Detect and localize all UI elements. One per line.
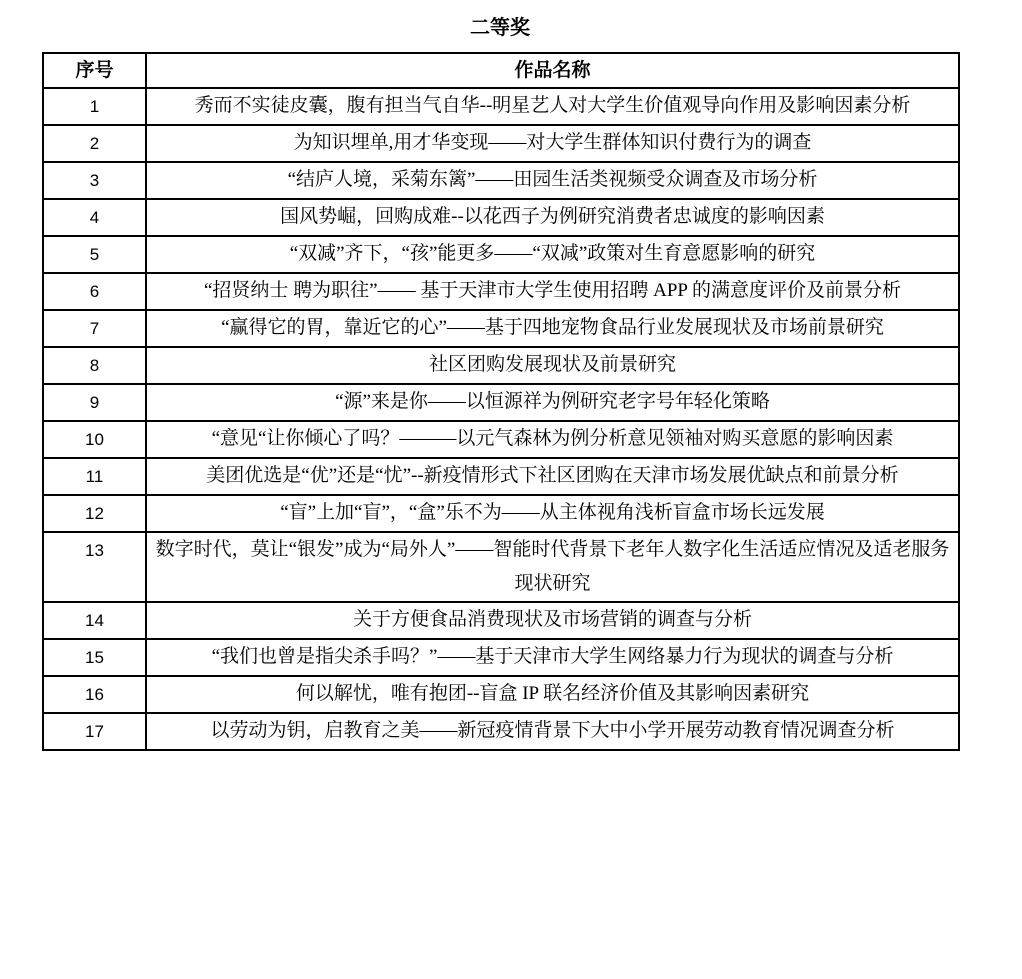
work-title: 数字时代，莫让“银发”成为“局外人”——智能时代背景下老年人数字化生活适应情况及适老服务现状研究 [146,532,959,602]
row-number: 8 [43,347,146,384]
work-title: “赢得它的胃，靠近它的心”——基于四地宠物食品行业发展现状及市场前景研究 [146,310,959,347]
row-number: 2 [43,125,146,162]
table-row [43,602,959,639]
table-row [43,458,959,495]
row-number: 14 [43,602,146,639]
table-row [43,347,959,384]
row-number: 7 [43,310,146,347]
work-title: 何以解忧，唯有抱团--盲盒 IP 联名经济价值及其影响因素研究 [146,676,959,713]
work-title: 以劳动为钥，启教育之美——新冠疫情背景下大中小学开展劳动教育情况调查分析 [146,713,959,750]
row-number: 10 [43,421,146,458]
table-row [43,421,959,458]
col-header-name: 作品名称 [146,53,959,88]
work-title: “源”来是你——以恒源祥为例研究老字号年轻化策略 [146,384,959,421]
work-title: 关于方便食品消费现状及市场营销的调查与分析 [146,602,959,639]
table-body [43,88,959,750]
work-title: 为知识埋单,用才华变现——对大学生群体知识付费行为的调查 [146,125,959,162]
work-title: 美团优选是“优”还是“忧”--新疫情形式下社区团购在天津市场发展优缺点和前景分析 [146,458,959,495]
work-title: “我们也曾是指尖杀手吗？”——基于天津市大学生网络暴力行为现状的调查与分析 [146,639,959,676]
table-row [43,639,959,676]
row-number: 16 [43,676,146,713]
col-header-index: 序号 [43,53,146,88]
row-number: 6 [43,273,146,310]
work-title: “双减”齐下，“孩”能更多——“双减”政策对生育意愿影响的研究 [146,236,959,273]
row-number: 11 [43,458,146,495]
table-row [43,310,959,347]
table-row [43,162,959,199]
row-number: 1 [43,88,146,125]
table-row [43,88,959,125]
row-number: 13 [43,532,146,602]
row-number: 9 [43,384,146,421]
awards-table [42,52,960,751]
row-number: 15 [43,639,146,676]
table-row [43,676,959,713]
row-number: 4 [43,199,146,236]
table-row [43,199,959,236]
table-row [43,125,959,162]
row-number: 17 [43,713,146,750]
work-title: “意见“让你倾心了吗？———以元气森林为例分析意见领袖对购买意愿的影响因素 [146,421,959,458]
page-title: 二等奖 [470,17,530,39]
table-row [43,713,959,750]
table-row [43,532,959,602]
row-number: 12 [43,495,146,532]
row-number: 5 [43,236,146,273]
header-row [43,53,959,88]
table-row [43,384,959,421]
work-title: 秀而不实徒皮囊，腹有担当气自华--明星艺人对大学生价值观导向作用及影响因素分析 [146,88,959,125]
table-row [43,236,959,273]
work-title: “结庐人境，采菊东篱”——田园生活类视频受众调查及市场分析 [146,162,959,199]
table-row [43,495,959,532]
table-row [43,273,959,310]
work-title: 社区团购发展现状及前景研究 [146,347,959,384]
row-number: 3 [43,162,146,199]
work-title: “盲”上加“盲”，“盒”乐不为——从主体视角浅析盲盒市场长远发展 [146,495,959,532]
work-title: 国风势崛，回购成难--以花西子为例研究消费者忠诚度的影响因素 [146,199,959,236]
work-title: “招贤纳士 聘为职往”—— 基于天津市大学生使用招聘 APP 的满意度评价及前景分析 [146,273,959,310]
